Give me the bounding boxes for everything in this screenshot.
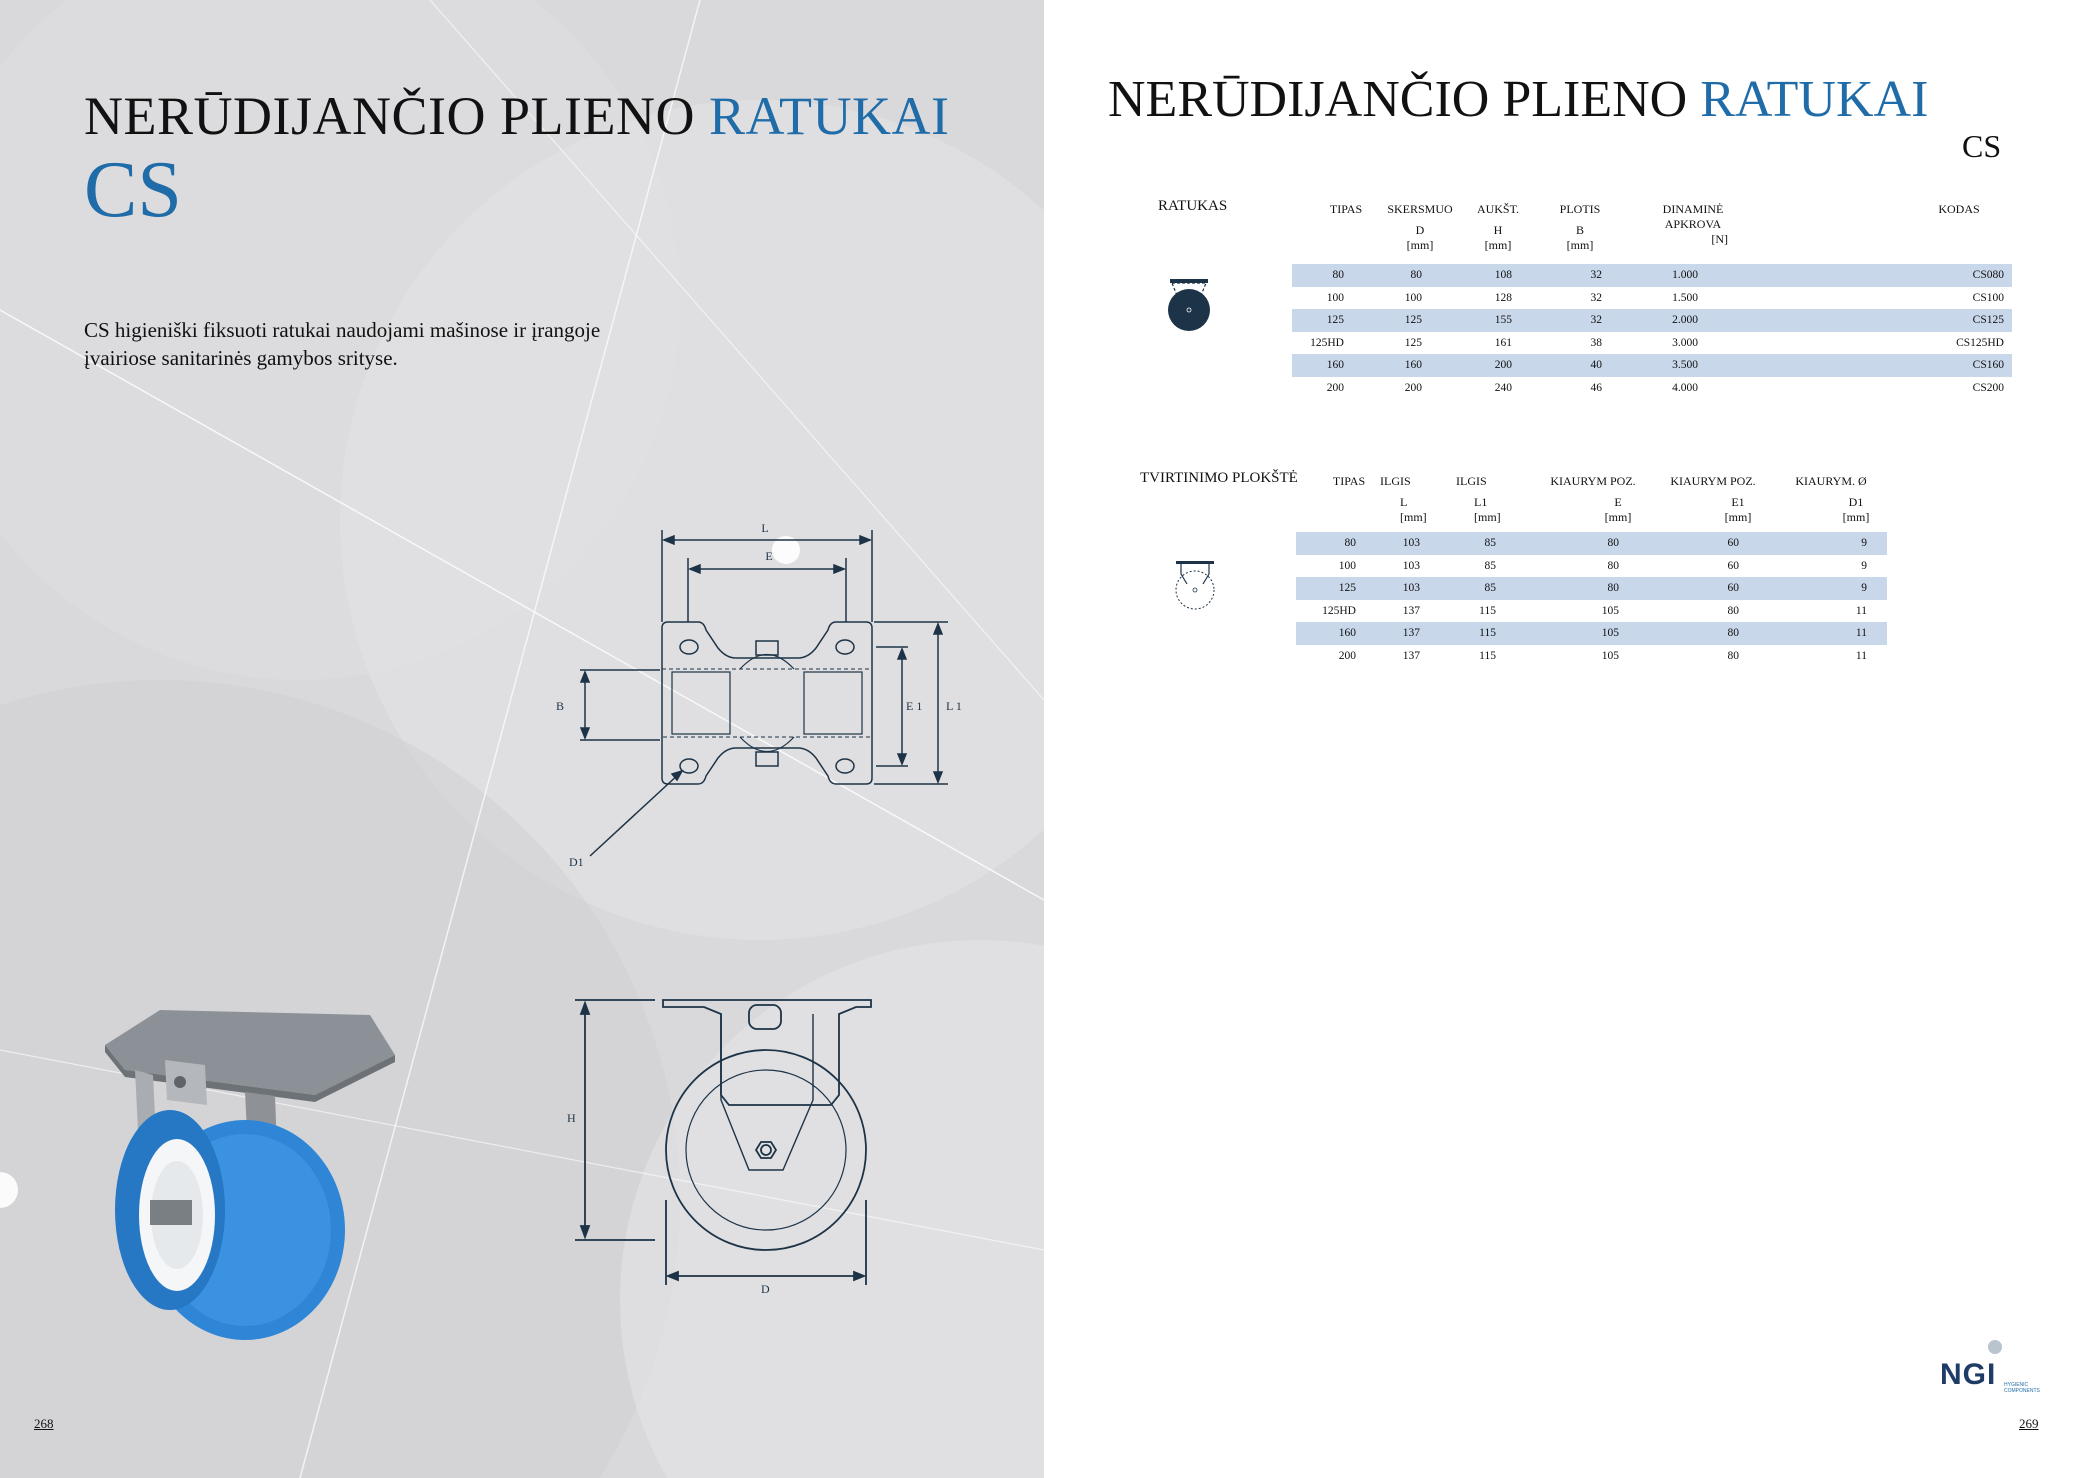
logo-tagline: HYGIENIC COMPONENTS [2004, 1382, 2040, 1394]
side-view-drawing [555, 990, 885, 1300]
table-cell: 9 [1861, 559, 1867, 572]
label-H: H [567, 1111, 576, 1125]
table-cell: 80 [1296, 532, 1364, 555]
table-cell: 100 [1338, 559, 1356, 572]
table-cell: 160 [1292, 354, 1356, 377]
col-header-plate-kiaurym-e: KIAURYM POZ. E [mm] [1550, 474, 1636, 524]
table-cell: 3.500 [1618, 354, 1714, 377]
mounting-plate-icon [1172, 558, 1218, 614]
table-cell: 80 [1356, 264, 1438, 287]
table-cell: 137 [1402, 604, 1420, 617]
table-cell: 115 [1479, 649, 1496, 662]
table-row [1292, 377, 2012, 400]
label-D1: D1 [569, 855, 584, 869]
table-cell: 85 [1484, 559, 1496, 572]
col-header-tipas: TIPAS [1329, 202, 1363, 216]
table-cell: CS160 [1714, 354, 2012, 377]
table-cell: 240 [1494, 381, 1512, 394]
label-B: B [556, 699, 565, 713]
col-header-plate-ilgis-l: ILGIS L [mm] [1380, 474, 1427, 524]
table-cell: 32 [1528, 309, 1618, 332]
table-cell: 103 [1364, 577, 1440, 600]
table-cell: CS100 [1972, 291, 2004, 304]
table-row [1296, 577, 2008, 600]
table-cell: 100 [1326, 291, 1344, 304]
table-cell: 80 [1516, 532, 1639, 555]
page-number-left: 268 [34, 1416, 54, 1431]
label-E: E [765, 549, 773, 563]
table-cell: 80 [1516, 577, 1639, 600]
table-row [1296, 600, 2008, 623]
label-D: D [761, 1282, 770, 1296]
table-cell: 115 [1479, 604, 1496, 617]
table-cell: CS125HD [1956, 336, 2004, 349]
table-cell: 160 [1356, 354, 1438, 377]
table-row [1292, 264, 2012, 287]
label-L: L [761, 521, 769, 535]
table-cell: 11 [1759, 622, 1887, 645]
table-cell: 46 [1590, 381, 1602, 394]
wheel-icon [1164, 276, 1214, 334]
table-row [1292, 287, 2012, 310]
table-cell: 161 [1494, 336, 1512, 349]
table-row [1292, 309, 2012, 332]
table-cell: 9 [1759, 577, 1887, 600]
table-cell: 125 [1404, 336, 1422, 349]
table-cell: 11 [1855, 649, 1867, 662]
label-L1: L 1 [946, 699, 962, 713]
plate-data-table [1296, 532, 2008, 667]
series-code: CS [84, 146, 182, 234]
product-photo [95, 1000, 415, 1340]
page-title-right: NERŪDIJANČIO PLIENO RATUKAI [1108, 71, 1929, 128]
table-cell: 80 [1639, 622, 1759, 645]
page-title: NERŪDIJANČIO PLIENO RATUKAI [84, 86, 950, 146]
table-cell: 108 [1438, 264, 1528, 287]
table-cell: 4.000 [1672, 381, 1698, 394]
table-cell: 60 [1639, 532, 1759, 555]
table-row [1292, 354, 2012, 377]
table-cell: 105 [1601, 604, 1619, 617]
table-cell: 85 [1440, 577, 1516, 600]
table-cell: 125HD [1322, 604, 1356, 617]
table-cell: 1.000 [1618, 264, 1714, 287]
table-cell: 85 [1440, 532, 1516, 555]
table-cell: 105 [1516, 622, 1639, 645]
col-header-plate-kiaurym-e1: KIAURYM POZ. E1 [mm] [1670, 474, 1756, 524]
wheel-data-table [1292, 264, 2012, 399]
table-cell: 2.000 [1618, 309, 1714, 332]
table-cell: 11 [1855, 604, 1867, 617]
section-label-plate: TVIRTINIMO PLOKŠTĖ [1140, 470, 1298, 486]
col-header-plate-tipas: TIPAS [1332, 474, 1366, 488]
description-text: CS higieniški fiksuoti ratukai naudojami mašinose ir įrangoje įvairiose sanitarinės gamybos srityse. [84, 318, 601, 370]
table-cell: 200 [1438, 354, 1528, 377]
table-row [1292, 332, 2012, 355]
table-cell: 160 [1296, 622, 1364, 645]
col-header-plotis: PLOTIS B [mm] [1559, 202, 1601, 252]
table-row [1296, 622, 2008, 645]
table-cell: 100 [1404, 291, 1422, 304]
table-cell: 80 [1607, 559, 1619, 572]
table-cell: 40 [1528, 354, 1618, 377]
label-E1: E 1 [906, 699, 923, 713]
table-cell: 128 [1494, 291, 1512, 304]
table-cell: CS200 [1972, 381, 2004, 394]
top-view-drawing [540, 510, 960, 880]
table-cell: CS080 [1714, 264, 2012, 287]
table-row [1296, 532, 2008, 555]
col-header-plate-kiaurym-d1: KIAURYM. Ø D1 [mm] [1795, 474, 1870, 524]
section-label-wheels: RATUKAS [1158, 198, 1228, 214]
table-cell: CS125 [1714, 309, 2012, 332]
page-number-right: 269 [2019, 1416, 2039, 1431]
table-cell: 115 [1440, 622, 1516, 645]
table-cell: 80 [1727, 649, 1739, 662]
table-cell: 1.500 [1672, 291, 1698, 304]
table-cell: 125HD [1310, 336, 1344, 349]
table-cell: 32 [1590, 291, 1602, 304]
logo-text: NGI [1940, 1358, 1997, 1391]
table-row [1296, 555, 2008, 578]
table-cell: 3.000 [1672, 336, 1698, 349]
right-page [1044, 0, 2091, 1478]
table-cell: 60 [1639, 577, 1759, 600]
table-cell: 200 [1326, 381, 1344, 394]
col-header-dinamine: DINAMINĖ APKROVA [N] [1662, 202, 1728, 246]
table-cell: 200 [1338, 649, 1356, 662]
ngi-logo [1940, 1338, 2040, 1398]
table-cell: 32 [1528, 264, 1618, 287]
table-cell: 103 [1402, 559, 1420, 572]
col-header-skersmuo: SKERSMUO D [mm] [1387, 202, 1453, 252]
table-cell: 137 [1402, 649, 1420, 662]
table-row [1296, 645, 2008, 668]
table-cell: 103 [1364, 532, 1440, 555]
table-cell: 137 [1364, 622, 1440, 645]
table-cell: 155 [1438, 309, 1528, 332]
table-cell: 125 [1296, 577, 1364, 600]
series-code-right: CS [1962, 128, 2002, 164]
table-cell: 200 [1404, 381, 1422, 394]
table-cell: 80 [1292, 264, 1356, 287]
table-cell: 125 [1356, 309, 1438, 332]
table-cell: 9 [1759, 532, 1887, 555]
table-cell: 80 [1727, 604, 1739, 617]
col-header-auksc: AUKŠT. H [mm] [1476, 202, 1520, 252]
col-header-kodas: KODAS [1938, 202, 1980, 216]
table-cell: 125 [1292, 309, 1356, 332]
col-header-plate-ilgis-l1: ILGIS L1 [mm] [1456, 474, 1501, 524]
table-cell: 105 [1601, 649, 1619, 662]
table-cell: 38 [1590, 336, 1602, 349]
table-cell: 60 [1727, 559, 1739, 572]
left-page [0, 0, 1044, 1478]
